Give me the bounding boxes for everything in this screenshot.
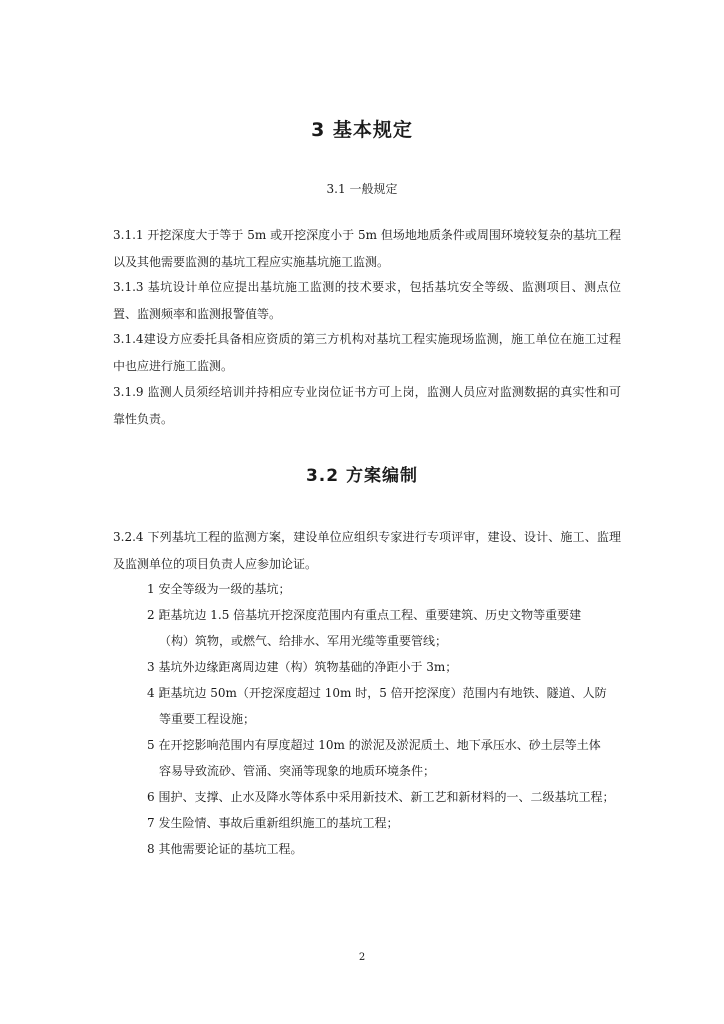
- list-item-continuation: 容易导致流砂、管涌、突涌等现象的地质环境条件；: [159, 764, 436, 778]
- list-item: [147, 602, 621, 654]
- list-item-text: 4 距基坑边 50m（开挖深度超过 10m 时，5 倍开挖深度）范围内有地铁、隧道、人防: [147, 686, 607, 700]
- review-criteria-list: [147, 576, 621, 862]
- paragraph-3-1-9: 3.1.9 监测人员须经培训并持相应专业岗位证书方可上岗，监测人员应对监测数据的真实性和可靠性负责。: [113, 385, 621, 426]
- list-item: [147, 784, 621, 810]
- paragraph-3-1-3: 3.1.3 基坑设计单位应提出基坑施工监测的技术要求，包括基坑安全等级、监测项目、测点位置、监测频率和监测报警值等。: [113, 280, 621, 321]
- list-item-text: 6 围护、支撑、止水及降水等体系中采用新技术、新工艺和新材料的一、二级基坑工程；: [147, 790, 615, 804]
- paragraph-3-1-1: 3.1.1 开挖深度大于等于 5m 或开挖深度小于 5m 但场地地质条件或周围环境较复杂的基坑工程以及其他需要监测的基坑工程应实施基坑施工监测。: [113, 228, 621, 269]
- list-item: [147, 654, 621, 680]
- paragraph-3-2-4: 3.2.4 下列基坑工程的监测方案，建设单位应组织专家进行专项评审，建设、设计、施工、监理及监测单位的项目负责人应参加论证。: [113, 530, 621, 571]
- paragraph-3-1-4: 3.1.4建设方应委托具备相应资质的第三方机构对基坑工程实施现场监测，施工单位在施工过程中也应进行施工监测。: [113, 332, 621, 373]
- list-item: [147, 810, 621, 836]
- section-title-plan: 3.2 方案编制: [305, 466, 419, 486]
- page-number: 2: [358, 952, 366, 963]
- chapter-title: 3 基本规定: [311, 119, 413, 141]
- list-item: [147, 576, 621, 602]
- list-item: [147, 836, 621, 862]
- list-item: [147, 680, 621, 732]
- list-item-text: 7 发生险情、事故后重新组织施工的基坑工程；: [147, 816, 399, 830]
- list-item-text: 2 距基坑边 1.5 倍基坑开挖深度范围内有重点工程、重要建筑、历史文物等重要建: [147, 608, 582, 622]
- list-item-continuation: 等重要工程设施；: [159, 712, 256, 726]
- list-item-text: 1 安全等级为一级的基坑；: [147, 582, 291, 596]
- list-item-continuation: （构）筑物，或燃气、给排水、军用光缆等重要管线；: [159, 634, 448, 648]
- list-item-text: 8 其他需要论证的基坑工程。: [147, 842, 303, 856]
- section-title-general: 3.1 一般规定: [326, 182, 398, 196]
- list-item: [147, 732, 621, 784]
- list-item-text: 5 在开挖影响范围内有厚度超过 10m 的淤泥及淤泥质土、地下承压水、砂土层等土体: [147, 738, 601, 752]
- list-item-text: 3 基坑外边缘距离周边建（构）筑物基础的净距小于 3m；: [147, 660, 458, 674]
